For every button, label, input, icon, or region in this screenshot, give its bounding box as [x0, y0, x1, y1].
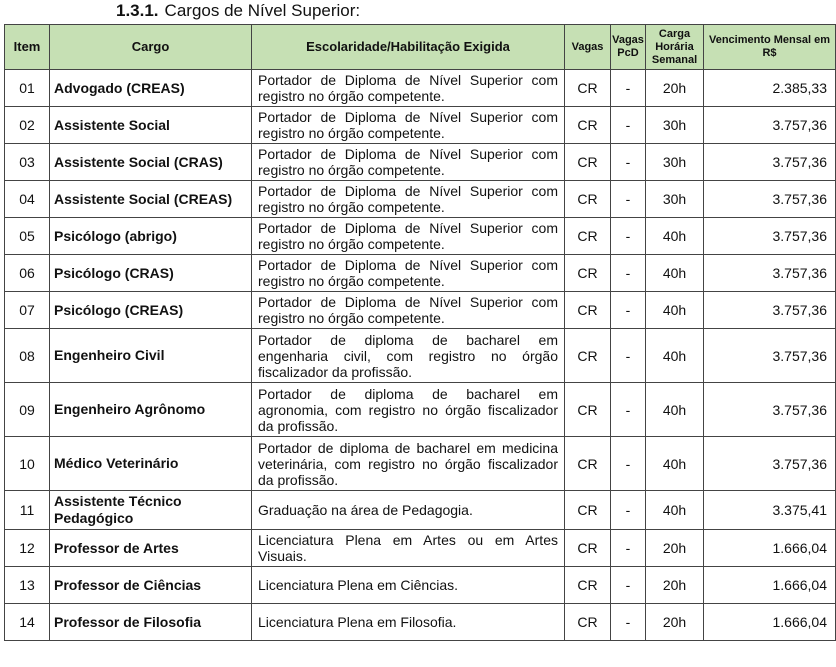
cell-item: 01 [5, 70, 50, 107]
cell-item: 03 [5, 144, 50, 181]
cell-vagas-pcd: - [611, 292, 646, 329]
table-row [5, 329, 836, 383]
cell-vagas: CR [565, 437, 611, 491]
cell-vagas: CR [565, 181, 611, 218]
cell-vagas: CR [565, 567, 611, 604]
cell-vagas: CR [565, 107, 611, 144]
cell-cargo: Advogado (CREAS) [50, 70, 252, 107]
cell-carga: 20h [646, 567, 704, 604]
table-row [5, 292, 836, 329]
cell-cargo: Professor de Ciências [50, 567, 252, 604]
cell-vagas: CR [565, 292, 611, 329]
cell-item: 14 [5, 604, 50, 641]
cell-vencimento: 2.385,33 [704, 70, 836, 107]
cell-item: 10 [5, 437, 50, 491]
header-escolaridade: Escolaridade/Habilitação Exigida [252, 25, 565, 70]
table-row [5, 107, 836, 144]
cell-escolaridade: Portador de Diploma de Nível Superior com registro no órgão competente. [252, 255, 565, 292]
cell-vencimento: 3.757,36 [704, 181, 836, 218]
positions-table [4, 24, 836, 641]
cell-escolaridade: Portador de Diploma de Nível Superior com registro no órgão competente. [252, 292, 565, 329]
cell-escolaridade: Portador de Diploma de Nível Superior com registro no órgão competente. [252, 181, 565, 218]
cell-vagas: CR [565, 218, 611, 255]
cell-vagas: CR [565, 329, 611, 383]
cell-carga: 30h [646, 181, 704, 218]
table-row [5, 604, 836, 641]
cell-vencimento: 3.375,41 [704, 491, 836, 530]
cell-vencimento: 3.757,36 [704, 144, 836, 181]
cell-vagas-pcd: - [611, 530, 646, 567]
table-row [5, 530, 836, 567]
cell-vencimento: 3.757,36 [704, 218, 836, 255]
cell-vencimento: 3.757,36 [704, 107, 836, 144]
cell-carga: 40h [646, 437, 704, 491]
cell-carga: 40h [646, 218, 704, 255]
table-row [5, 383, 836, 437]
cell-vencimento: 3.757,36 [704, 329, 836, 383]
cell-vagas-pcd: - [611, 70, 646, 107]
cell-carga: 30h [646, 107, 704, 144]
cell-item: 09 [5, 383, 50, 437]
cell-vencimento: 3.757,36 [704, 437, 836, 491]
cell-vagas: CR [565, 491, 611, 530]
cell-carga: 20h [646, 530, 704, 567]
cell-vagas-pcd: - [611, 383, 646, 437]
table-row [5, 255, 836, 292]
cell-item: 02 [5, 107, 50, 144]
cell-escolaridade: Licenciatura Plena em Filosofia. [252, 604, 565, 641]
cell-item: 13 [5, 567, 50, 604]
cell-vagas: CR [565, 144, 611, 181]
cell-vencimento: 1.666,04 [704, 567, 836, 604]
cell-item: 04 [5, 181, 50, 218]
cell-cargo: Engenheiro Agrônomo [50, 383, 252, 437]
cell-vagas-pcd: - [611, 181, 646, 218]
table-row [5, 567, 836, 604]
cell-escolaridade: Portador de diploma de bacharel em medicina veterinária, com registro no órgão fiscalizador da profissão. [252, 437, 565, 491]
cell-cargo: Assistente Social (CRAS) [50, 144, 252, 181]
cell-vagas-pcd: - [611, 107, 646, 144]
table-row [5, 70, 836, 107]
table-row [5, 491, 836, 530]
cell-cargo: Psicólogo (CREAS) [50, 292, 252, 329]
cell-item: 06 [5, 255, 50, 292]
cell-cargo: Engenheiro Civil [50, 329, 252, 383]
cell-vencimento: 3.757,36 [704, 255, 836, 292]
cell-vagas-pcd: - [611, 491, 646, 530]
section-heading: Cargos de Nível Superior: [164, 1, 361, 20]
cell-vagas-pcd: - [611, 255, 646, 292]
cell-carga: 20h [646, 70, 704, 107]
cell-escolaridade: Licenciatura Plena em Artes ou em Artes Visuais. [252, 530, 565, 567]
cell-vencimento: 1.666,04 [704, 604, 836, 641]
cell-vagas-pcd: - [611, 144, 646, 181]
header-carga: Carga Horária Semanal [646, 25, 704, 70]
cell-item: 07 [5, 292, 50, 329]
cell-carga: 30h [646, 144, 704, 181]
cell-cargo: Psicólogo (CRAS) [50, 255, 252, 292]
cell-vagas: CR [565, 255, 611, 292]
cell-vencimento: 3.757,36 [704, 383, 836, 437]
cell-carga: 40h [646, 292, 704, 329]
table-row [5, 437, 836, 491]
cell-carga: 40h [646, 255, 704, 292]
header-vencimento: Vencimento Mensal em R$ [704, 25, 836, 70]
cell-carga: 40h [646, 383, 704, 437]
table-header-row [5, 25, 836, 70]
cell-vagas: CR [565, 530, 611, 567]
cell-item: 12 [5, 530, 50, 567]
header-vagas-pcd: Vagas PcD [611, 25, 646, 70]
cell-carga: 40h [646, 491, 704, 530]
cell-vencimento: 3.757,36 [704, 292, 836, 329]
cell-vagas-pcd: - [611, 437, 646, 491]
section-title [116, 0, 360, 24]
cell-escolaridade: Portador de diploma de bacharel em agronomia, com registro no órgão fiscalizador da profissão. [252, 383, 565, 437]
table-row [5, 144, 836, 181]
cell-escolaridade: Portador de diploma de bacharel em engenharia civil, com registro no órgão fiscalizador da profissão. [252, 329, 565, 383]
header-cargo: Cargo [50, 25, 252, 70]
cell-vagas: CR [565, 604, 611, 641]
cell-escolaridade: Portador de Diploma de Nível Superior com registro no órgão competente. [252, 107, 565, 144]
cell-cargo: Professor de Filosofia [50, 604, 252, 641]
cell-escolaridade: Portador de Diploma de Nível Superior com registro no órgão competente. [252, 218, 565, 255]
cell-item: 08 [5, 329, 50, 383]
cell-cargo: Médico Veterinário [50, 437, 252, 491]
cell-cargo: Assistente Social (CREAS) [50, 181, 252, 218]
header-item: Item [5, 25, 50, 70]
cell-cargo: Assistente Social [50, 107, 252, 144]
cell-vagas-pcd: - [611, 604, 646, 641]
cell-vagas-pcd: - [611, 329, 646, 383]
cell-vagas: CR [565, 70, 611, 107]
cell-vagas-pcd: - [611, 567, 646, 604]
cell-vagas: CR [565, 383, 611, 437]
cell-escolaridade: Graduação na área de Pedagogia. [252, 491, 565, 530]
cell-cargo: Professor de Artes [50, 530, 252, 567]
cell-vencimento: 1.666,04 [704, 530, 836, 567]
cell-carga: 20h [646, 604, 704, 641]
cell-item: 05 [5, 218, 50, 255]
cell-escolaridade: Portador de Diploma de Nível Superior com registro no órgão competente. [252, 144, 565, 181]
table-row [5, 218, 836, 255]
cell-vagas-pcd: - [611, 218, 646, 255]
cell-item: 11 [5, 491, 50, 530]
cell-escolaridade: Portador de Diploma de Nível Superior com registro no órgão competente. [252, 70, 565, 107]
cell-escolaridade: Licenciatura Plena em Ciências. [252, 567, 565, 604]
table-row [5, 181, 836, 218]
cell-cargo: Assistente Técnico Pedagógico [50, 491, 252, 530]
header-vagas: Vagas [565, 25, 611, 70]
cell-carga: 40h [646, 329, 704, 383]
section-number: 1.3.1. [116, 1, 159, 20]
cell-cargo: Psicólogo (abrigo) [50, 218, 252, 255]
